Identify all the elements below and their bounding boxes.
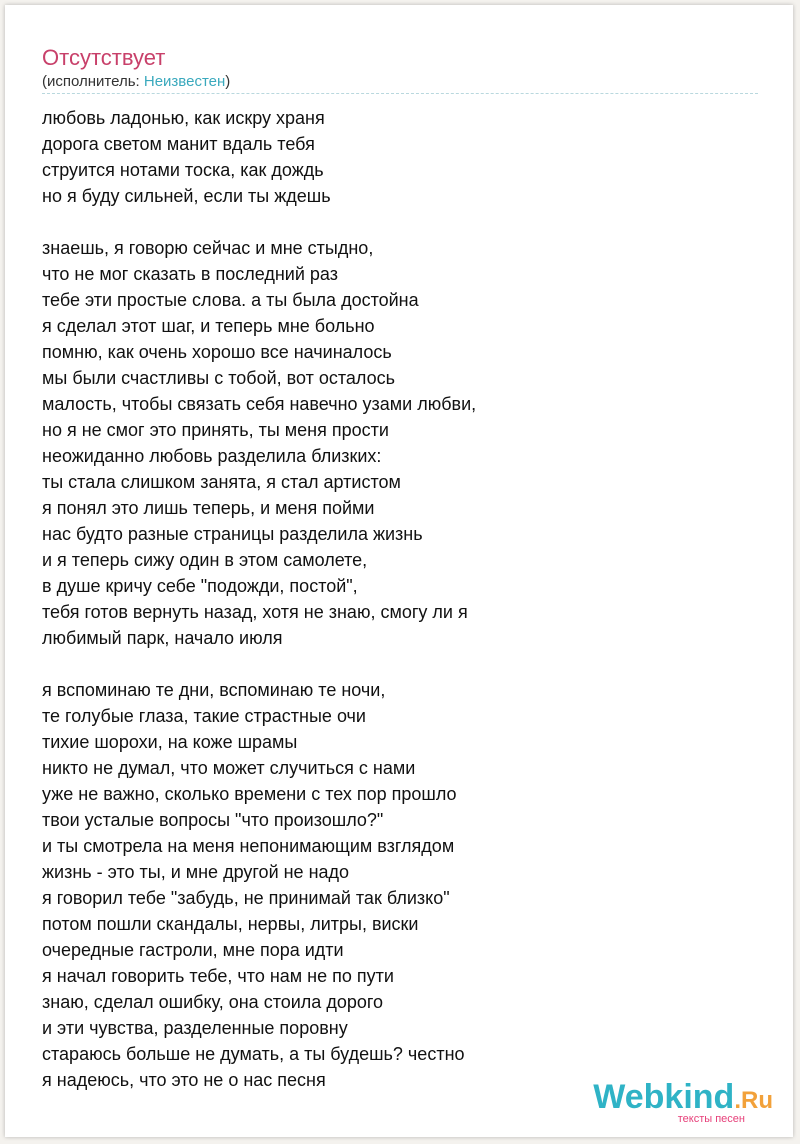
lyrics-body [42, 105, 742, 1093]
lyric-line: тихие шорохи, на коже шрамы [42, 732, 298, 752]
lyric-line: уже не важно, сколько времени с тех пор прошло [42, 784, 457, 804]
lyric-line: никто не думал, что может случиться с нами [42, 758, 416, 778]
lyric-line: я начал говорить тебе, что нам не по пути [42, 966, 394, 986]
lyric-line: и ты смотрела на меня непонимающим взглядом [42, 836, 455, 856]
song-title: Отсутствует [42, 45, 166, 70]
lyric-line: неожиданно любовь разделила близких: [42, 446, 382, 466]
lyric-line: знаешь, я говорю сейчас и мне стыдно, [42, 238, 374, 258]
lyric-line: стараюсь больше не думать, а ты будешь? честно [42, 1044, 465, 1064]
lyric-line: но я буду сильней, если ты ждешь [42, 186, 331, 206]
lyrics-page [5, 5, 793, 1137]
title-divider [42, 93, 758, 94]
lyric-line: я понял это лишь теперь, и меня пойми [42, 498, 375, 518]
lyric-line: я сделал этот шаг, и теперь мне больно [42, 316, 375, 336]
artist-suffix: ) [225, 73, 231, 90]
lyric-line: струится нотами тоска, как дождь [42, 160, 324, 180]
lyric-line: нас будто разные страницы разделила жизнь [42, 524, 423, 544]
artist-prefix: (исполнитель: [42, 73, 144, 90]
lyric-line: я говорил тебе "забудь, не принимай так близко" [42, 888, 450, 908]
lyric-line: и я теперь сижу один в этом самолете, [42, 550, 368, 570]
lyric-line: те голубые глаза, такие страстные очи [42, 706, 366, 726]
lyric-line: малость, чтобы связать себя навечно узами любви, [42, 394, 477, 414]
lyric-line: но я не смог это принять, ты меня прости [42, 420, 389, 440]
lyric-line: потом пошли скандалы, нервы, литры, виски [42, 914, 419, 934]
lyric-line: что не мог сказать в последний раз [42, 264, 338, 284]
stanza-break [42, 651, 742, 677]
lyric-line: помню, как очень хорошо все начиналось [42, 342, 392, 362]
lyric-line: ты стала слишком занята, я стал артистом [42, 472, 401, 492]
lyric-line: тебе эти простые слова. а ты была достойна [42, 290, 419, 310]
logo-word: Webkind [593, 1078, 735, 1116]
lyric-line: тебя готов вернуть назад, хотя не знаю, смогу ли я [42, 602, 468, 622]
lyric-line: жизнь - это ты, и мне другой не надо [42, 862, 350, 882]
lyric-line: дорога светом манит вдаль тебя [42, 134, 315, 154]
lyric-line: знаю, сделал ошибку, она стоила дорого [42, 992, 384, 1012]
lyric-line: и эти чувства, разделенные поровну [42, 1018, 348, 1038]
lyric-line: я вспоминаю те дни, вспоминаю те ночи, [42, 680, 386, 700]
lyric-line: я надеюсь, что это не о нас песня [42, 1070, 326, 1090]
lyric-line: твои усталые вопросы "что произошло?" [42, 810, 384, 830]
logo-tagline: тексты песен [677, 1113, 745, 1125]
logo-tld: .Ru [734, 1087, 773, 1114]
lyric-line: мы были счастливы с тобой, вот осталось [42, 368, 396, 388]
lyric-line: в душе кричу себе "подожди, постой", [42, 576, 358, 596]
artist-line [42, 73, 230, 91]
stanza-break [42, 209, 742, 235]
lyric-line: очередные гастроли, мне пора идти [42, 940, 344, 960]
lyric-line: любовь ладонью, как искру храня [42, 108, 325, 128]
artist-link[interactable]: Неизвестен [143, 73, 226, 90]
site-logo [573, 1077, 773, 1127]
lyric-line: любимый парк, начало июля [42, 628, 283, 648]
